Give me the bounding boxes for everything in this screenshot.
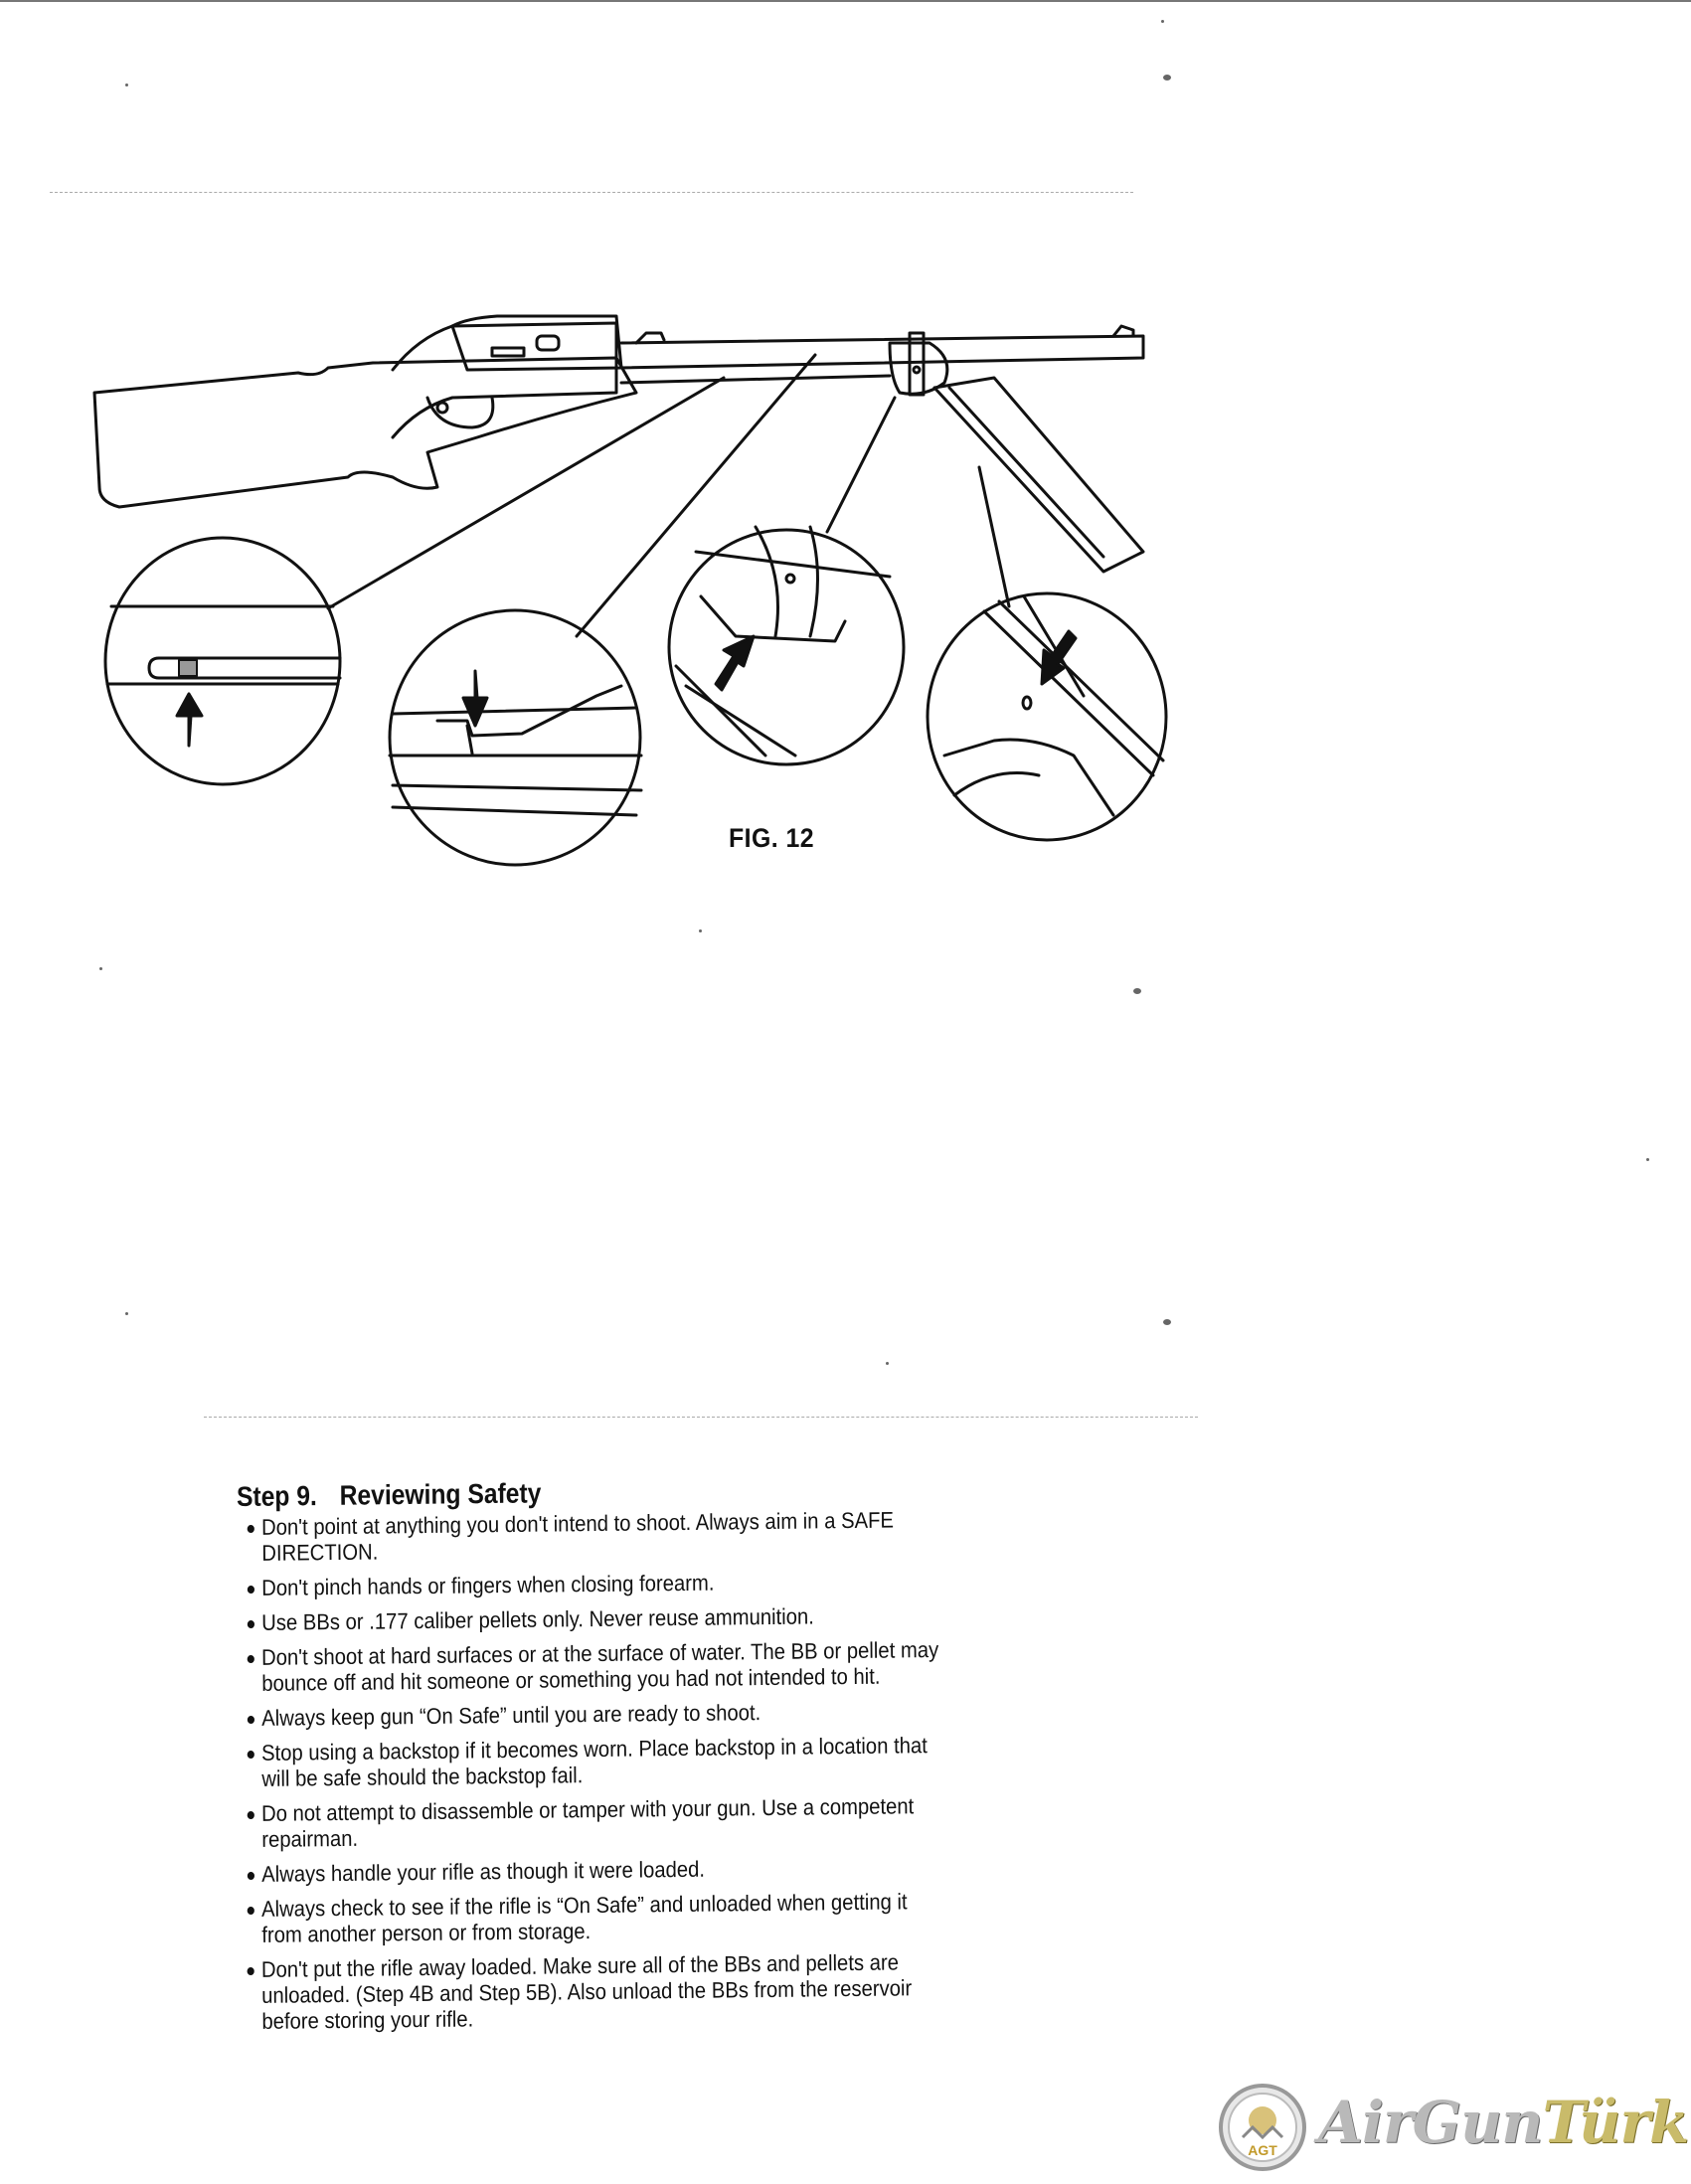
detail-circle-safety-indicator: [105, 538, 340, 784]
bolt-handle: [537, 336, 559, 350]
detail-circle-reservoir-slot: [928, 593, 1166, 840]
scan-speck: [1163, 1319, 1171, 1325]
detail-circle-forearm-latch: [669, 527, 904, 764]
agt-badge-icon: [1215, 2083, 1310, 2172]
badge-text: AGT: [1248, 2142, 1277, 2158]
list-item: Use BBs or .177 caliber pellets only. Never reuse ammunition.: [254, 1602, 941, 1636]
list-item: Do not attempt to disassemble or tamper with your gun. Use a competent repairman.: [254, 1793, 942, 1853]
rifle-figure: [0, 0, 1691, 875]
list-item: Don't put the rifle away loaded. Make sure all of the BBs and pellets are unloaded. (Step 4B and Step 5B). Also unload the BBs from the reservoir before storing your rifle.: [254, 1949, 942, 2035]
safety-section: [236, 1477, 1092, 2044]
list-item: Stop using a backstop if it becomes worn. Place backstop in a location that will be safe should the backstop fail.: [254, 1733, 942, 1792]
scan-speck: [886, 1362, 889, 1365]
list-item: Don't point at anything you don't intend to shoot. Always aim in a SAFE DIRECTION.: [254, 1507, 942, 1567]
rifle-stock: [94, 358, 636, 507]
step-number: Step 9.: [236, 1480, 317, 1512]
scan-speck: [1646, 1158, 1649, 1161]
detail-circle-safety-button: [390, 610, 641, 865]
watermark-logo: [1215, 2083, 1689, 2172]
safety-slot: [492, 348, 524, 356]
list-item: Always handle your rifle as though it were loaded.: [254, 1854, 941, 1888]
rifle-grip: [393, 323, 616, 437]
rifle-barrel: [621, 336, 1143, 368]
up-arrow-icon: [716, 636, 754, 690]
brand-part-2: Türk: [1542, 2089, 1689, 2156]
list-item: Always keep gun “On Safe” until you are ready to shoot.: [254, 1698, 941, 1732]
brand-wordmark: [1318, 2089, 1688, 2156]
brand-part-1: AirGun: [1318, 2089, 1543, 2156]
down-arrow-icon: [463, 671, 487, 726]
figure-label: FIG. 12: [729, 823, 815, 853]
list-item: Always check to see if the rifle is “On Safe” and unloaded when getting it from another person or from storage.: [254, 1889, 942, 1948]
list-item: Don't pinch hands or fingers when closing forearm.: [254, 1568, 941, 1601]
list-item: Don't shoot at hard surfaces or at the surface of water. The BB or pellet may bounce off and hit someone or something you had not intended to hit.: [254, 1637, 942, 1697]
leader-line: [577, 355, 815, 636]
scan-speck: [125, 1312, 128, 1315]
dashed-rule: [204, 1417, 1198, 1418]
leader-line: [827, 398, 895, 532]
section-title: Reviewing Safety: [339, 1477, 542, 1511]
scan-speck: [1133, 988, 1141, 994]
safety-list: [237, 1507, 1092, 2035]
scan-speck: [99, 967, 102, 970]
leader-line: [328, 378, 724, 608]
leader-line: [979, 467, 1009, 606]
up-arrow-icon: [177, 694, 202, 746]
scan-speck: [699, 929, 702, 932]
